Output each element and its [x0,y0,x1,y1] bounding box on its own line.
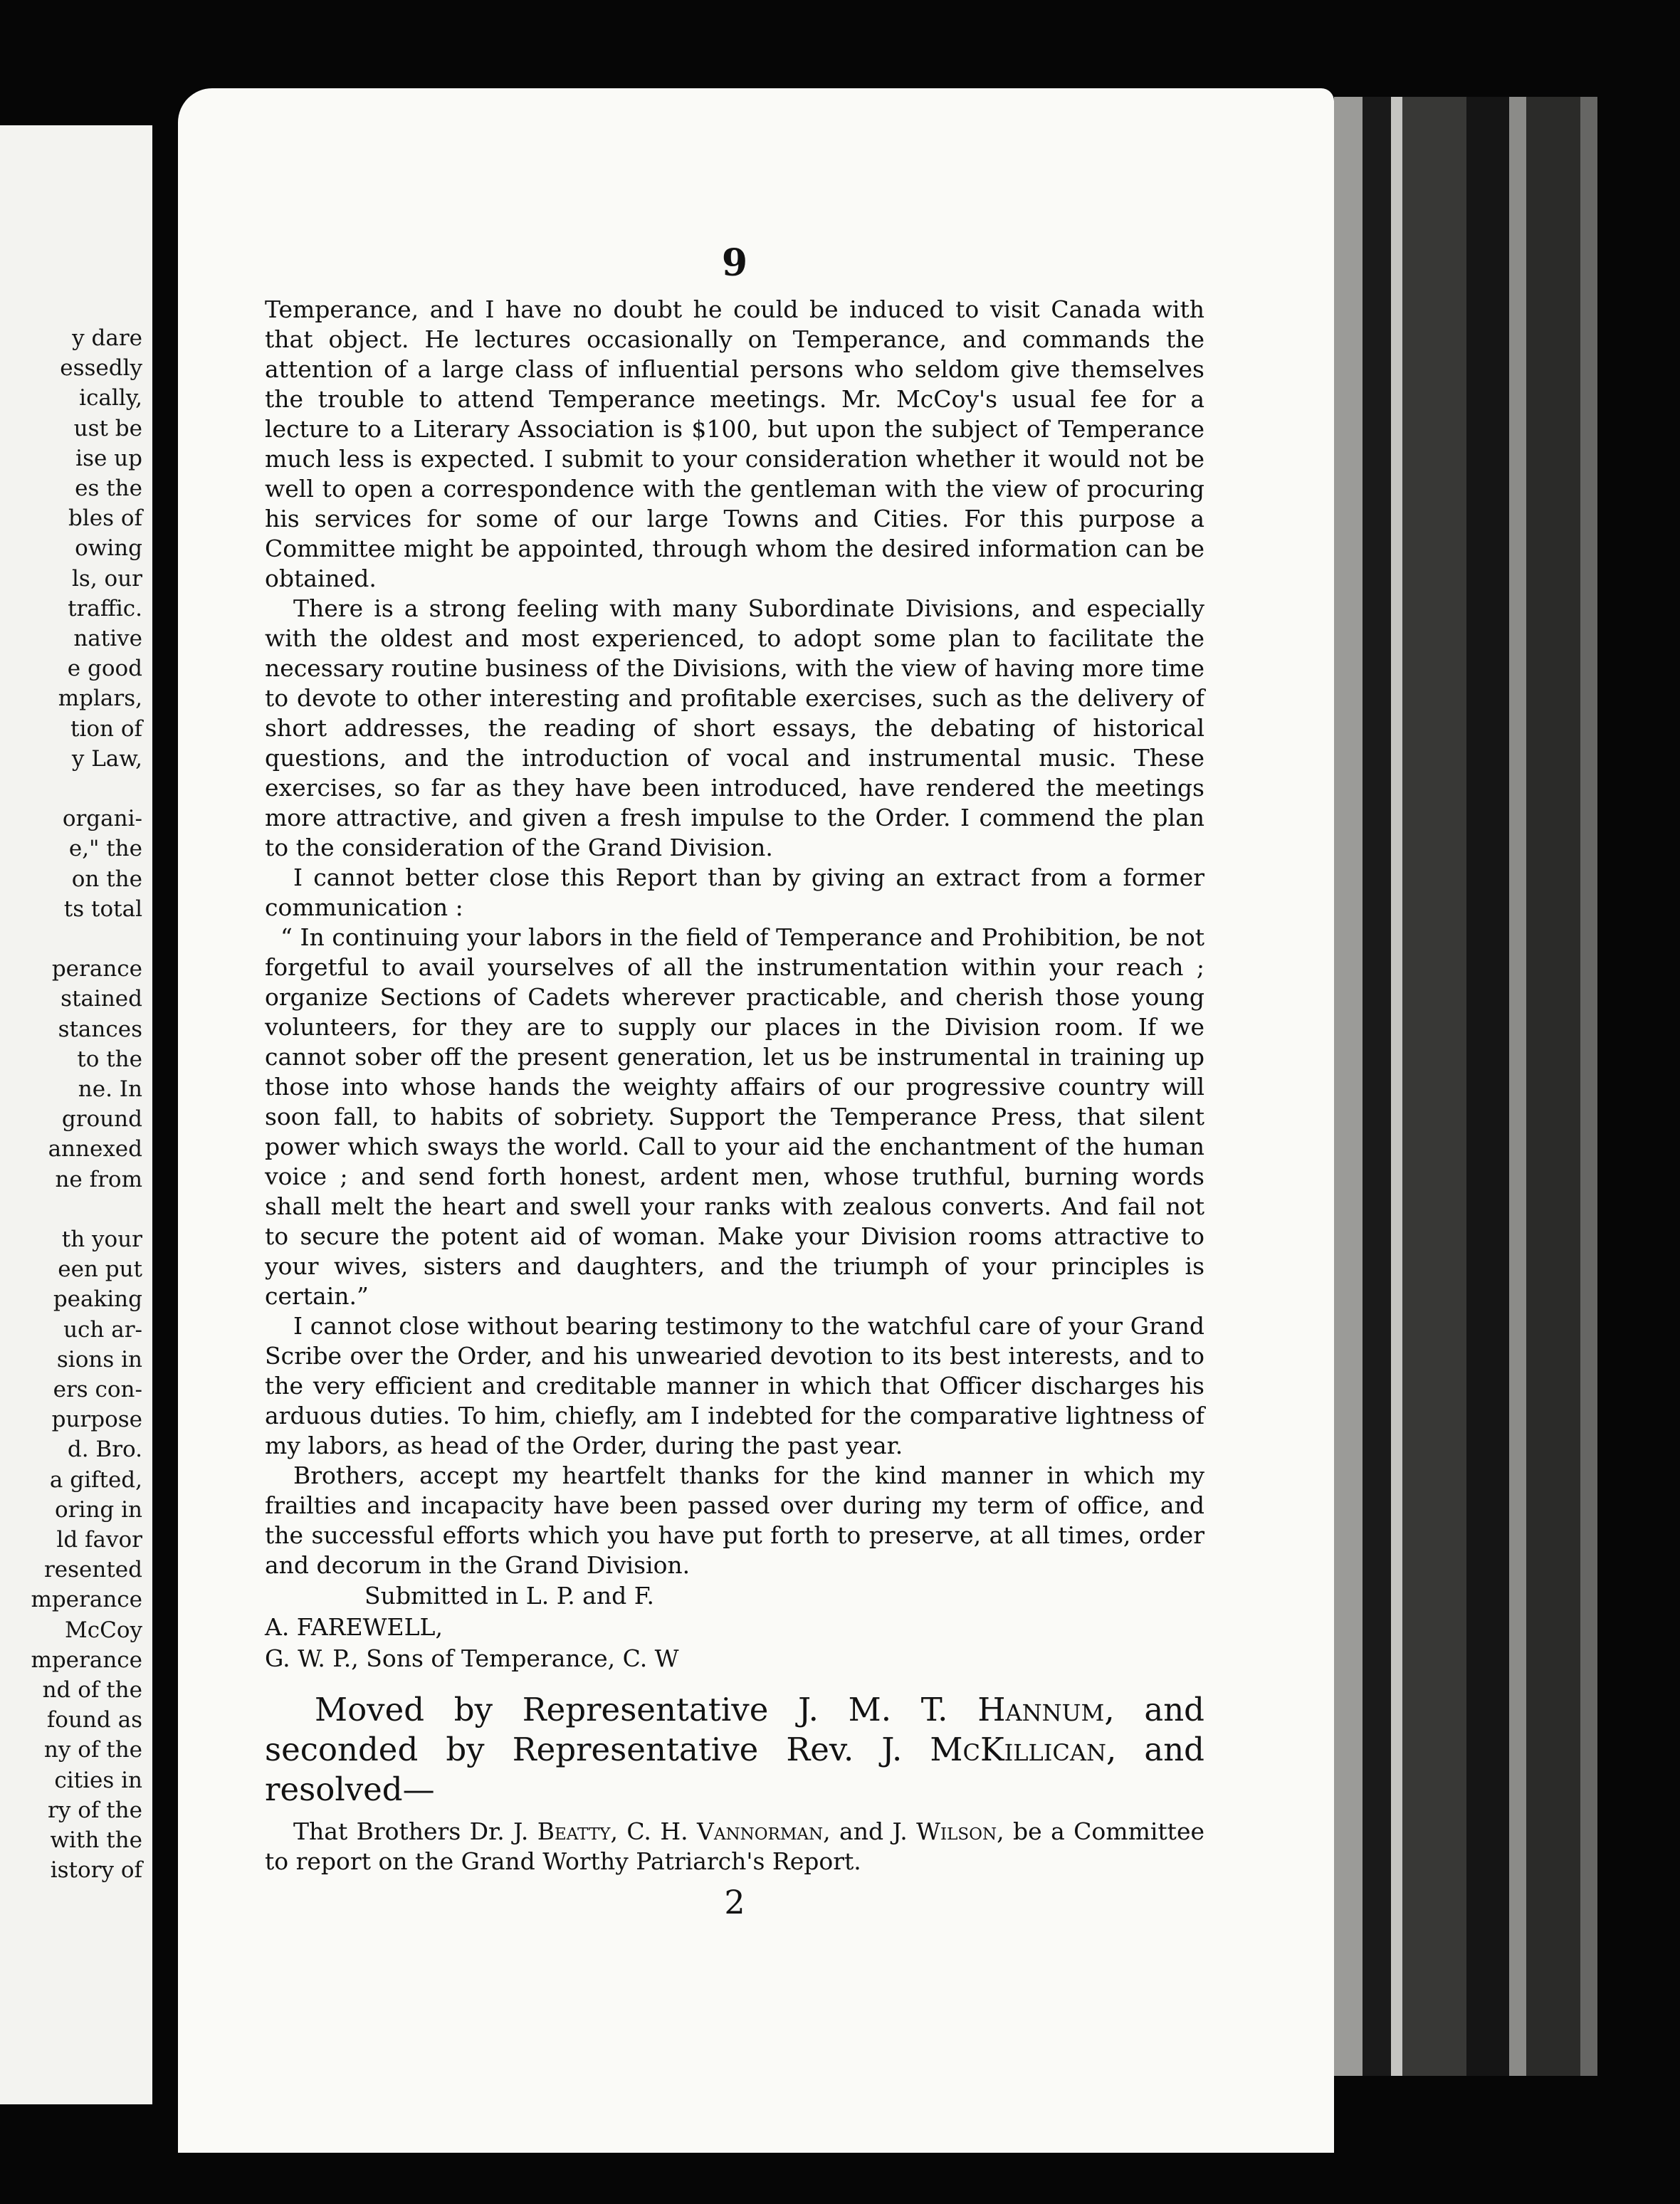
signature-title: G. W. P., Sons of Temperance, C. W [265,1644,679,1672]
representative-name: McKillican [930,1731,1106,1768]
left-page-text-line: nd of the [42,1677,142,1703]
left-page-text-line: ts total [63,896,142,922]
left-page-text-line: ers con- [53,1377,142,1402]
left-page-text-line: perance [51,956,142,982]
page-edges [1580,97,1597,2076]
signature-mark: 2 [724,1883,745,1921]
paragraph-mccoy: Temperance, and I have no doubt he could be induced to visit Canada with that object. He lectures occasionally on Temperance, and commands the attention of a large class of influential persons who seldom give themselves the trouble to attend Temperance meetings. Mr. McCoy's usual fee for a lecture to a Literary Association is $100, but upon the subject of Temperance much less is expected. I submit to your consideration whether it would not be well to open a correspondence with the gentleman with the view of procuring his services for some of our large Towns and Cities. For this purpose a Committee might be appointed, through whom the desired information can be obtained. [265,295,1204,592]
paragraph-grand-scribe: I cannot close without bearing testimony to the watchful care of your Grand Scribe over the Order, and his unwearied devotion to its best interests, and to the very efficient and creditable manner in which that Officer discharges his arduous duties. To him, chiefly, am I indebted for the comparative lightness of my labors, as head of the Order, during the past year. [265,1312,1204,1459]
page-edges [1466,97,1509,2076]
left-page-text-line: native [73,626,142,651]
left-page-text-line: bles of [68,505,142,532]
left-page-text-line: to the [77,1046,142,1072]
left-page-text-line: resented [43,1557,142,1583]
left-page-text-line: e," the [68,836,142,862]
resolution-text: , C. H. [610,1817,697,1845]
left-page-text-line: tion of [70,715,142,742]
left-page-text-line: es the [75,476,142,501]
left-page-text-line: stained [61,986,142,1012]
page-number: 9 [721,241,748,285]
submitted-line: Submitted in L. P. and F. [364,1582,654,1610]
left-page-text-line: owing [75,535,142,562]
left-page-text-line: ground [61,1106,142,1133]
left-page-text-line: ne. In [78,1076,142,1102]
left-page-text-line: purpose [51,1407,142,1433]
left-page-text-line: ld favor [56,1527,142,1553]
signature-name: A. FAREWELL, [265,1613,443,1641]
paragraph-thanks: Brothers, accept my heartfelt thanks for the kind manner in which my frailties and incapacity have been passed over during my term of office, and the successful efforts which you have put forth to preserve, at all times, order and decorum in the Grand Division. [265,1462,1204,1579]
left-page-text-line: with the [50,1827,142,1853]
left-page-text-line: cities in [54,1767,142,1793]
left-page-text-line: organi- [62,806,142,832]
left-page-text-line: McCoy [65,1617,142,1643]
paragraph-quotation: “ In continuing your labors in the field of Temperance and Prohibition, be not forgetful to avail yourselves of all the instrumentation within your reach ; organize Sections of Cadets wherever practicable, and cherish those young volunteers, for they are to supply our places in the Division room. If we cannot sober off the present generation, let us be instrumental in training up those into whose hands the weighty affairs of our progressive country will soon fall, to habits of sobriety. Support the Temperance Press, that silent power which sways the world. Call to your aid the enchantment of the human voice ; and send forth honest, ardent men, whose truthful, burning words shall melt the heart and swell your ranks with zealous converts. And fail not to secure the potent aid of woman. Make your Division rooms attractive to your wives, sisters and daughters, and the triumph of your principles is certain.” [265,923,1204,1310]
left-page-text-line: traffic. [68,595,142,621]
left-page-text-line: stances [58,1016,142,1042]
left-page-text-line: ny of the [43,1737,142,1763]
resolution-text: , and J. [823,1817,917,1845]
left-page-text-line: on the [71,866,142,892]
motion-text: Moved by Representative J. M. T. [315,1691,978,1728]
left-page-text-line: e good [67,656,142,682]
page-edges [1402,97,1466,2076]
left-page-text-line: y dare [72,325,142,351]
motion-paragraph [265,1690,1204,1810]
left-page-text-line: a gifted, [49,1466,142,1493]
left-page-text-line: istory of [50,1857,142,1884]
left-page-text-line: mperance [31,1647,142,1673]
page-edges [1334,97,1363,2076]
page-edges [1391,97,1402,2076]
left-page-text-line: ically, [79,385,142,411]
left-page-text-line: ust be [73,415,142,441]
left-page-text-line: uch ar- [63,1316,142,1343]
left-page-text-line: ls, our [72,565,142,592]
resolution-paragraph [265,1817,1204,1877]
page-edges [1526,97,1580,2076]
left-page-text-line: peaking [53,1286,142,1313]
left-page-text-line: ry of the [48,1797,142,1823]
paragraph-divisions: There is a strong feeling with many Subordinate Divisions, and especially with the oldest and most experienced, to adopt some plan to facilitate the necessary routine business of the Divisions, with the view of having more time to devote to other interesting and profitable exercises, such as the delivery of short addresses, the reading of short essays, the debating of historical questions, and the introduction of vocal and instrumental music. These exercises, so far as they have been introduced, have rendered the meetings more attractive, and given a fresh impulse to the Order. I commend the plan to the consideration of the Grand Division. [265,594,1204,861]
left-page-text-line: ne from [55,1166,142,1192]
left-page-text-line: oring in [55,1496,142,1523]
committee-member-name: Wilson [916,1817,997,1845]
left-page-text-line: een put [58,1256,142,1283]
committee-member-name: Vannorman [697,1817,824,1845]
motion-text: , and resolved— [265,1731,1204,1808]
left-page-fragment [0,125,152,2104]
motion-text: , and seconded by Representative Rev. J. [265,1691,1204,1768]
left-page-text-line: y Law, [71,745,142,772]
resolution-text: That Brothers Dr. J. [293,1817,537,1845]
page-edges [1363,97,1391,2076]
page-edges [1509,97,1526,2076]
resolution-text: , be a Committee to report on the Grand Worthy Patriarch's Report. [265,1817,1204,1875]
left-page-text-line: mperance [31,1587,142,1613]
left-page-text-line: th your [61,1227,142,1252]
page-content [265,242,1204,1924]
left-page-text-line: annexed [48,1136,142,1163]
representative-name: Hannum [977,1691,1105,1728]
left-page-text-line: found as [46,1707,142,1733]
left-page-text-line: ise up [75,445,142,471]
left-page-text-line: essedly [60,355,142,382]
left-page-text-line: mplars, [58,686,142,712]
left-page-text-line: sions in [56,1346,142,1373]
committee-member-name: Beatty [537,1817,611,1845]
left-page-text-line: d. Bro. [67,1437,142,1463]
paragraph-close-report: I cannot better close this Report than by giving an extract from a former communication : [265,864,1204,921]
